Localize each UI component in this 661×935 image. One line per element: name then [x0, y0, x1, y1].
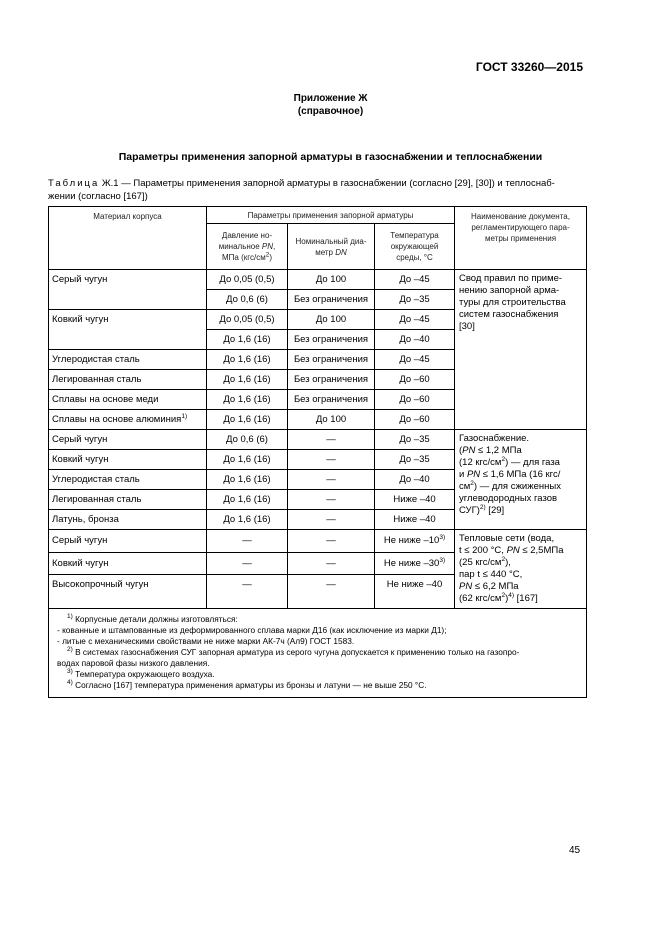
doc-line: (PN ≤ 1,2 МПа [459, 445, 522, 456]
cell-temp: До –40 [375, 470, 455, 490]
cell-dn: Без ограничения [288, 330, 375, 350]
table-notes [49, 609, 587, 698]
note-line: $^{1)}$ Корпусные детали должны изготовляться: [67, 613, 238, 624]
cell-material: Высокопрочный чугун [49, 575, 207, 609]
standard-code: ГОСТ 33260—2015 [475, 60, 583, 74]
cell-document-group1 [455, 270, 587, 430]
cell-dn: — [288, 490, 375, 510]
cell-pressure: До 0,05 (0,5) [207, 270, 288, 290]
note-line: водах паровой фазы низкого давления. [57, 658, 210, 668]
doc-line: СУГ)$^{2)}$ [29] [459, 503, 505, 516]
doc-line: (62 кгс/$см^2)^{4)}$ [167] [459, 591, 538, 604]
cell-dn: Без ограничения [288, 390, 375, 410]
doc-line: PN ≤ 6,2 МПа [459, 581, 519, 592]
cell-material [49, 290, 207, 310]
cell-pressure: До 1,6 (16) [207, 410, 288, 430]
header-pressure-line: МПа $(кгс/см^2)$ [221, 251, 272, 262]
header-dn-line: метр DN [315, 247, 347, 257]
section-heading: Параметры применения запорной арматуры в газоснабжении и теплоснабжении [118, 151, 543, 163]
header-temp-line: окружающей [390, 242, 439, 251]
header-params: Параметры применения запорной арматуры [207, 207, 455, 224]
cell-pressure: До 0,05 (0,5) [207, 310, 288, 330]
note-line: $^{3)}$ Температура окружающего воздуха. [67, 668, 215, 679]
doc-line: Свод правил по приме- [459, 273, 563, 284]
cell-document-group2 [455, 430, 587, 530]
cell-pressure: До 0,6 (6) [207, 430, 288, 450]
caption-text-2: жении (согласно [167]) [48, 191, 148, 202]
cell-dn: До 100 [288, 270, 375, 290]
footnote-ref: 1) [181, 412, 188, 420]
cell-dn: — [288, 575, 375, 609]
temp-text: Не ниже –10 [383, 535, 440, 547]
cell-material: Ковкий чугун [49, 552, 207, 575]
doc-line: Тепловые сети (вода, [459, 533, 555, 544]
temp-text: Не ниже –30 [383, 557, 440, 569]
page-number: 45 [569, 845, 581, 856]
cell-material: Углеродистая сталь [49, 350, 207, 370]
header-dn-line: Номинальный диа- [295, 236, 367, 246]
note-line: - кованные и штампованные из деформированного сплава марки Д16 (как исключение из марки Д1); [57, 625, 447, 635]
cell-material: Сплавы на основе меди [49, 390, 207, 410]
material-text: Сплавы на основе алюминия [52, 414, 182, 425]
table-row [49, 430, 587, 450]
doc-line: t ≤ 200 °С, PN ≤ 2,5МПа [459, 545, 564, 556]
cell-temp: До –45 [375, 270, 455, 290]
cell-dn: Без ограничения [288, 350, 375, 370]
cell-material: Латунь, бронза [49, 510, 207, 530]
note-line: - литые с механическими свойствами не ниже марки АК-7ч (Ал9) ГОСТ 1583. [57, 636, 355, 646]
cell-temp: До –45 [375, 310, 455, 330]
cell-pressure: До 0,6 (6) [207, 290, 288, 310]
doc-line: (25 кгс/$см^2$), [459, 555, 511, 568]
cell-temp: До –35 [375, 430, 455, 450]
cell-material: Серый чугун [49, 270, 207, 290]
cell-pressure: До 1,6 (16) [207, 470, 288, 490]
cell-document-group3 [455, 530, 587, 609]
cell-temp: Не ниже –40 [375, 575, 455, 609]
cell-temp: До –40 [375, 330, 455, 350]
doc-line: углеводородных газов [459, 493, 558, 504]
cell-material: Серый чугун [49, 530, 207, 553]
doc-line: $см^2$) — для сжиженных [459, 479, 561, 492]
cell-dn: Без ограничения [288, 370, 375, 390]
note-line: $^{4)}$ Согласно [167] температура применения арматуры из бронзы и латуни — не выше 250 °С. [67, 679, 427, 690]
cell-material: Серый чугун [49, 430, 207, 450]
cell-temp: Ниже –40 [375, 510, 455, 530]
cell-pressure: До 1,6 (16) [207, 450, 288, 470]
cell-material [49, 330, 207, 350]
doc-line: [30] [459, 321, 475, 332]
cell-temp: До –45 [375, 350, 455, 370]
cell-dn: — [288, 470, 375, 490]
table-caption [48, 177, 588, 203]
cell-material: Ковкий чугун [49, 450, 207, 470]
header-document-line: Наименование документа, [471, 212, 570, 221]
cell-pressure: До 1,6 (16) [207, 510, 288, 530]
cell-temp: До –60 [375, 410, 455, 430]
cell-material [49, 410, 207, 430]
appendix-subtitle: (справочное) [297, 106, 364, 117]
cell-temp: Ниже –40 [375, 490, 455, 510]
header-document-line: метры применения [484, 234, 557, 243]
doc-line: туры для строительства [459, 297, 566, 308]
header-temp-line: среды, °С [396, 253, 433, 262]
appendix-title: Приложение Ж [293, 93, 368, 104]
cell-material: Углеродистая сталь [49, 470, 207, 490]
header-temperature [375, 224, 455, 270]
cell-dn: — [288, 430, 375, 450]
cell-dn: — [288, 552, 375, 575]
doc-line: Газоснабжение. [459, 433, 530, 444]
header-dn [288, 224, 375, 270]
cell-temp: До –60 [375, 370, 455, 390]
cell-dn: — [288, 450, 375, 470]
header-document [455, 207, 587, 270]
cell-dn: До 100 [288, 310, 375, 330]
header-pressure-line: Давление но- [221, 231, 273, 240]
cell-pressure: До 1,6 (16) [207, 490, 288, 510]
header-pressure [207, 224, 288, 270]
cell-pressure: — [207, 552, 288, 575]
cell-pressure: До 1,6 (16) [207, 390, 288, 410]
doc-line: (12 кгс/$см^2$) — для газа [459, 455, 560, 468]
cell-pressure: До 1,6 (16) [207, 330, 288, 350]
table-row [49, 270, 587, 290]
cell-material: Легированная сталь [49, 490, 207, 510]
doc-line: и PN ≤ 1,6 МПа (16 кгс/ [459, 469, 561, 480]
cell-dn: Без ограничения [288, 290, 375, 310]
header-pressure-line: минальное PN, [218, 242, 276, 251]
note-line: $^{2)}$ В системах газоснабжения СУГ запорная арматура из серого чугуна допускается к применению только на газопро- [67, 646, 520, 657]
cell-temp [375, 530, 455, 553]
footnote-ref: 3) [439, 534, 446, 542]
cell-dn: — [288, 530, 375, 553]
cell-pressure: До 1,6 (16) [207, 350, 288, 370]
cell-material: Ковкий чугун [49, 310, 207, 330]
doc-line: пар t ≤ 440 °С, [459, 569, 523, 580]
cell-pressure: — [207, 530, 288, 553]
cell-temp [375, 552, 455, 575]
header-material: Материал корпуса [49, 207, 207, 270]
cell-temp: До –60 [375, 390, 455, 410]
caption-prefix: Таблица [48, 178, 100, 189]
cell-material: Легированная сталь [49, 370, 207, 390]
parameters-table [48, 206, 587, 698]
cell-temp: До –35 [375, 290, 455, 310]
appendix-heading [0, 92, 661, 118]
caption-text: Ж.1 — Параметры применения запорной арматуры в газоснабжении (согласно [29], [30]) и теплоснаб- [101, 178, 555, 189]
cell-temp: До –35 [375, 450, 455, 470]
footnote-ref: 3) [439, 556, 446, 564]
doc-line: нению запорной арма- [459, 285, 560, 296]
cell-dn: До 100 [288, 410, 375, 430]
header-document-line: регламентирующего пара- [471, 223, 570, 232]
cell-pressure: До 1,6 (16) [207, 370, 288, 390]
cell-pressure: — [207, 575, 288, 609]
doc-line: систем газоснабжения [459, 309, 559, 320]
table-row [49, 530, 587, 553]
cell-dn: — [288, 510, 375, 530]
header-temp-line: Температура [390, 231, 439, 240]
